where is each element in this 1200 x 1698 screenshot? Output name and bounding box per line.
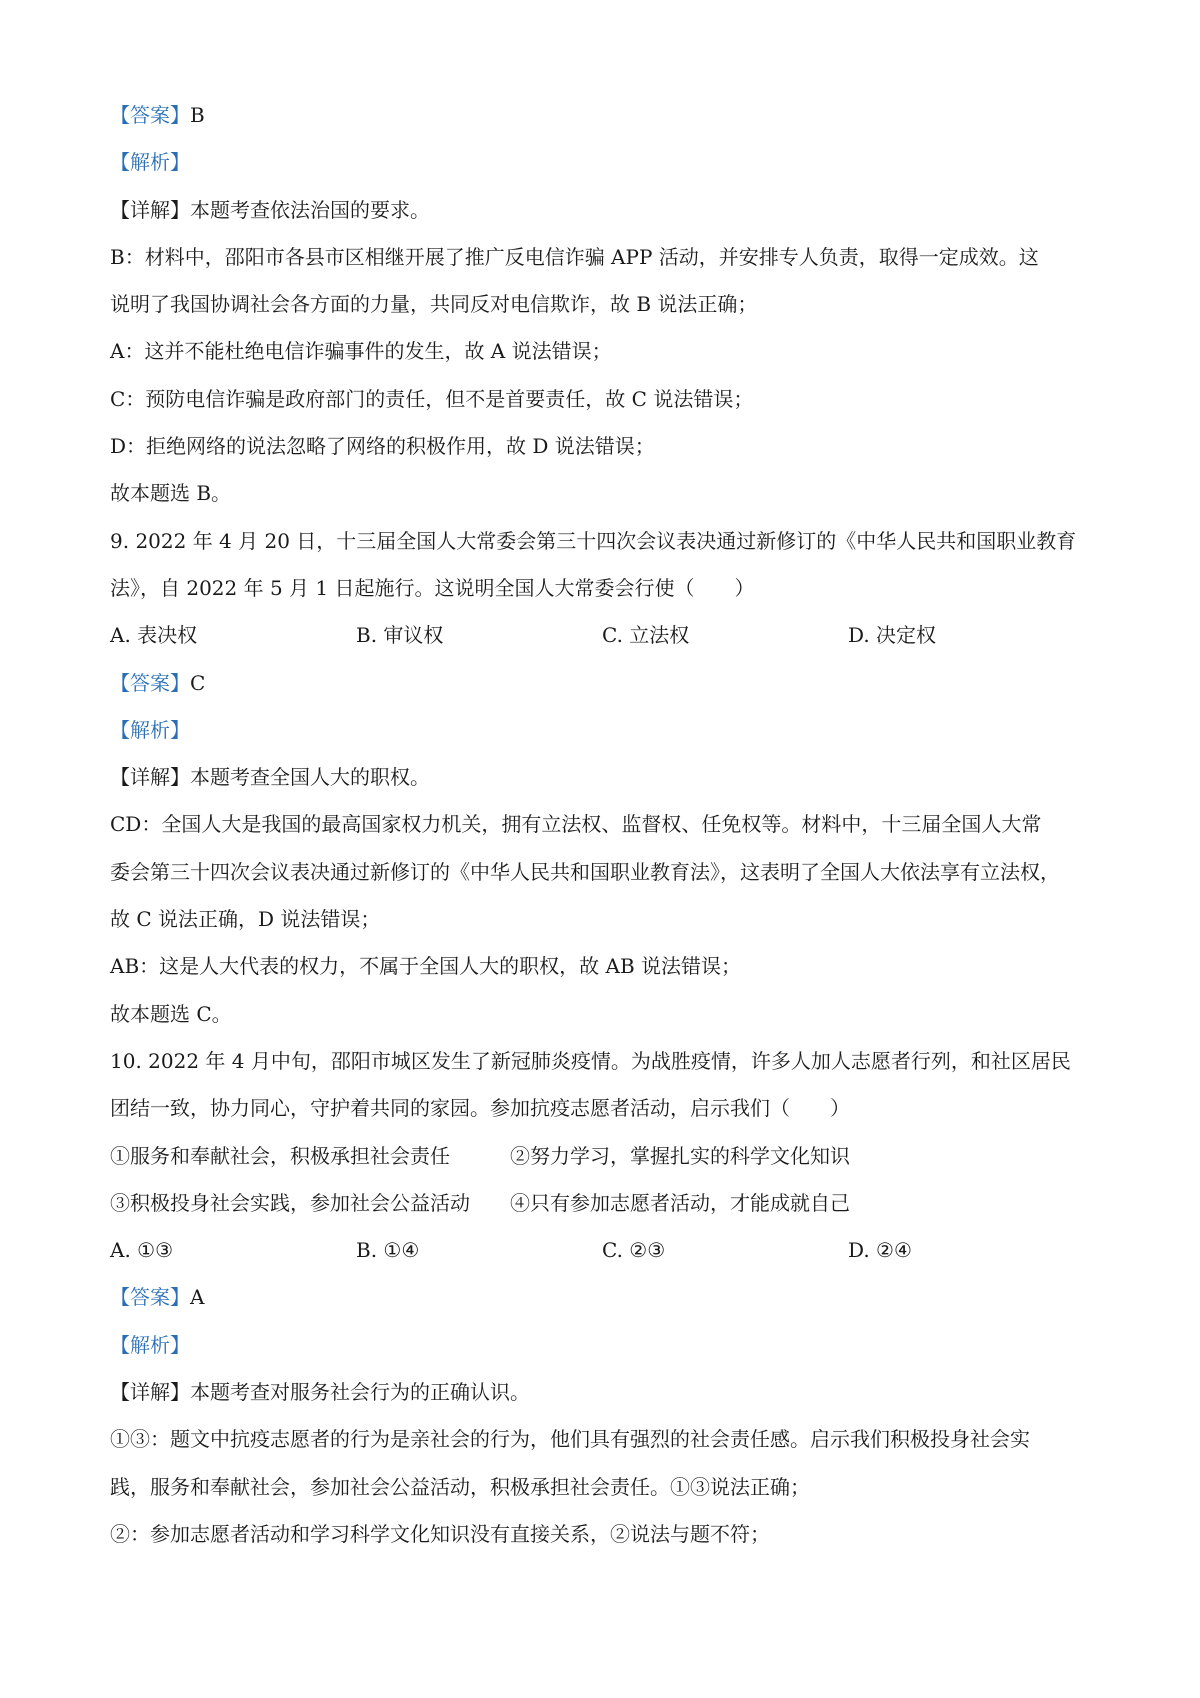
explanation-line: ②：参加志愿者活动和学习科学文化知识没有直接关系，②说法与题不符； — [110, 1521, 770, 1546]
statement-line: ③积极投身社会实践，参加社会公益活动 ④只有参加志愿者活动，才能成就自己 — [110, 1190, 850, 1215]
option-d: D. ②④ — [848, 1238, 912, 1263]
question-9-options — [110, 612, 1095, 659]
explanation-line: CD：全国人大是我国的最高国家权力机关，拥有立法权、监督权、任免权等。材料中，十三届全国人大常 — [110, 812, 1042, 837]
option-c: C. 立法权 — [602, 623, 690, 648]
answer-line-q9 — [110, 660, 1095, 707]
explanation-line: 说明了我国协调社会各方面的力量，共同反对电信欺诈，故 B 说法正确； — [110, 292, 758, 317]
explanation-line: D：拒绝网络的说法忽略了网络的积极作用，故 D 说法错误； — [110, 434, 655, 459]
analysis-tag-q10: 【解析】 — [110, 1332, 190, 1357]
option-b: B. ①④ — [356, 1238, 420, 1263]
analysis-tag-q8: 【解析】 — [110, 150, 190, 175]
answer-tag: 【答案】 — [110, 1285, 190, 1310]
explanation-line: 践，服务和奉献社会，参加社会公益活动，积极承担社会责任。①③说法正确； — [110, 1474, 810, 1499]
option-a: A. ①③ — [110, 1238, 174, 1263]
answer-line-q10 — [110, 1274, 1095, 1321]
option-d: D. 决定权 — [848, 623, 937, 648]
answer-tag: 【答案】 — [110, 670, 190, 695]
conclusion-line: 故本题选 C。 — [110, 1001, 232, 1026]
question-10-stem: 10. 2022 年 4 月中旬，邵阳市城区发生了新冠肺炎疫情。为战胜疫情，许多人加人志愿者行列，和社区居民 — [110, 1048, 1071, 1073]
option-a: A. 表决权 — [110, 623, 198, 648]
question-10-stem: 团结一致，协力同心，守护着共同的家园。参加抗疫志愿者活动，启示我们（ ） — [110, 1096, 850, 1121]
detail-q9: 【详解】本题考查全国人大的职权。 — [110, 765, 430, 790]
explanation-line: AB：这是人大代表的权力，不属于全国人大的职权，故 AB 说法错误； — [110, 954, 741, 979]
conclusion-line: 故本题选 B。 — [110, 481, 232, 506]
explanation-line: A：这并不能杜绝电信诈骗事件的发生，故 A 说法错误； — [110, 339, 612, 364]
explanation-line: 故 C 说法正确，D 说法错误； — [110, 907, 381, 932]
statement-line: ①服务和奉献社会，积极承担社会责任 ②努力学习，掌握扎实的科学文化知识 — [110, 1143, 850, 1168]
question-9-stem: 法》，自 2022 年 5 月 1 日起施行。这说明全国人大常委会行使（ ） — [110, 575, 755, 600]
answer-tag: 【答案】 — [110, 103, 190, 127]
detail-q10: 【详解】本题考查对服务社会行为的正确认识。 — [110, 1380, 530, 1405]
question-9-stem: 9. 2022 年 4 月 20 日，十三届全国人大常委会第三十四次会议表决通过新修订的《中华人民共和国职业教育 — [110, 528, 1077, 553]
option-c: C. ②③ — [602, 1238, 666, 1263]
answer-value: C — [190, 670, 206, 695]
explanation-line: C：预防电信诈骗是政府部门的责任，但不是首要责任，故 C 说法错误； — [110, 386, 754, 411]
explanation-line: B：材料中，邵阳市各县市区相继开展了推广反电信诈骗 APP 活动，并安排专人负责，取得一定成效。这 — [110, 244, 1039, 269]
explanation-line: ①③：题文中抗疫志愿者的行为是亲社会的行为，他们具有强烈的社会责任感。启示我们积极投身社会实 — [110, 1427, 1030, 1452]
answer-line-q8 — [110, 92, 1095, 139]
answer-value: B — [190, 103, 205, 127]
explanation-line: 委会第三十四次会议表决通过新修订的《中华人民共和国职业教育法》，这表明了全国人大依法享有立法权， — [110, 859, 1060, 884]
document-page — [110, 92, 1095, 1558]
question-10-options — [110, 1227, 1095, 1274]
option-b: B. 审议权 — [356, 623, 444, 648]
answer-value: A — [190, 1285, 205, 1310]
detail-q8: 【详解】本题考查依法治国的要求。 — [110, 197, 430, 222]
analysis-tag-q9: 【解析】 — [110, 717, 190, 742]
